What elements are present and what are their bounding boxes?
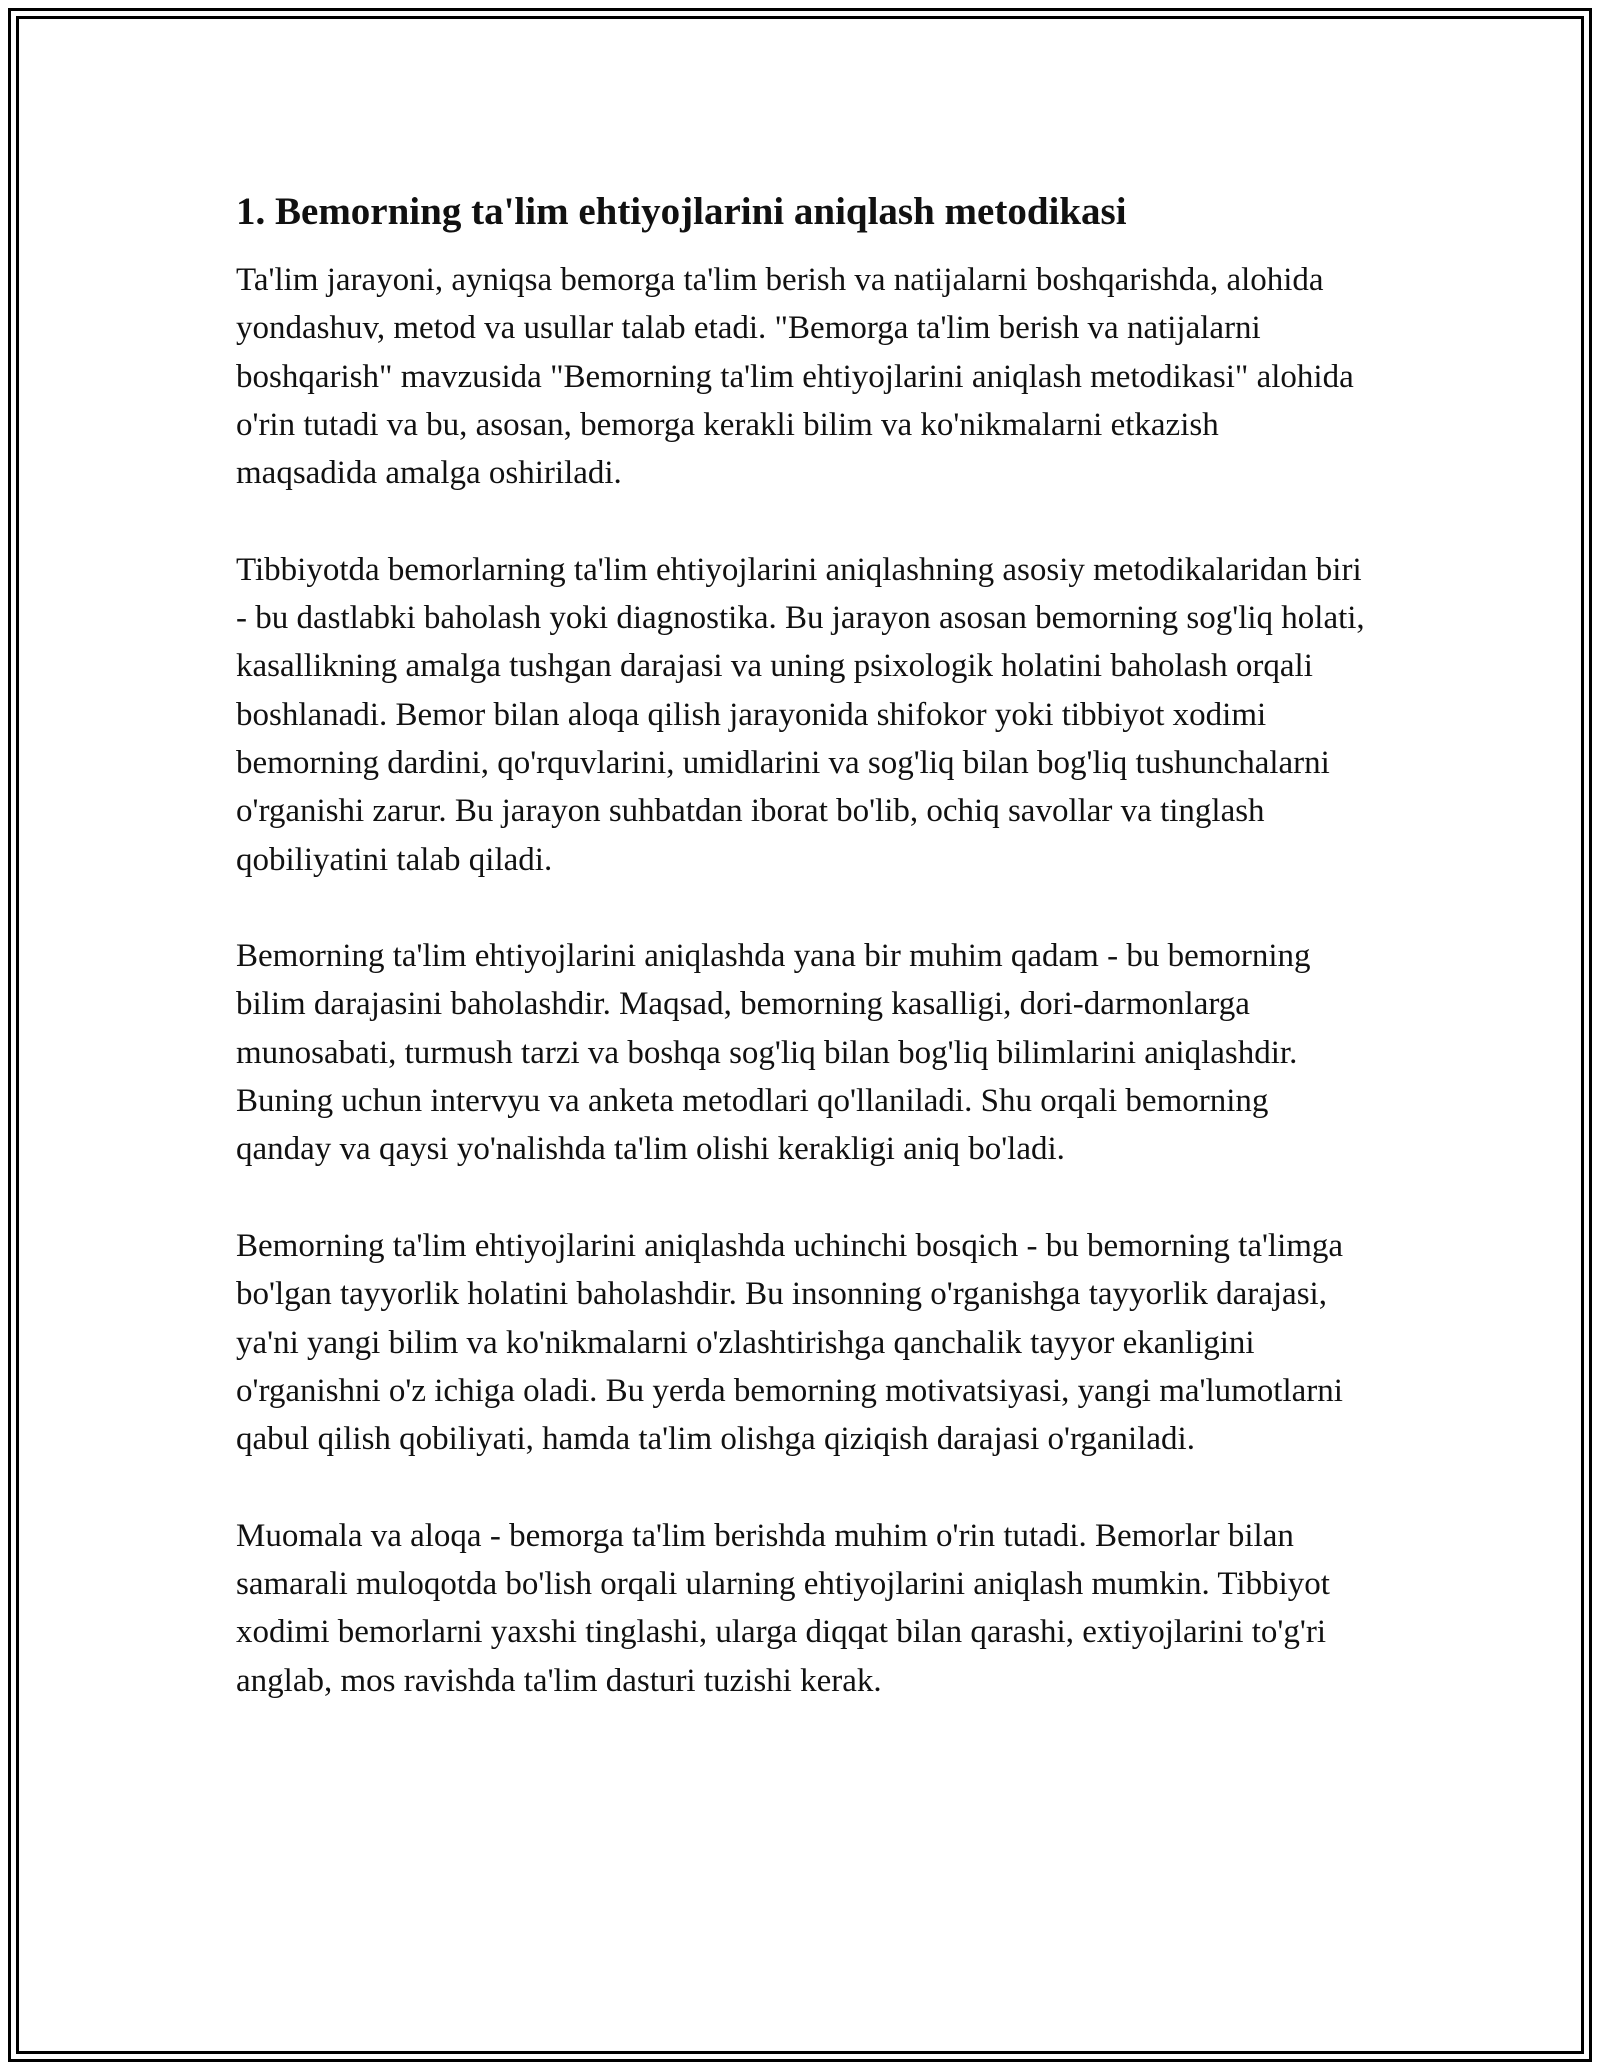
paragraph-5: Muomala va aloqa - bemorga ta'lim berishda muhim o'rin tutadi. Bemorlar bilan samarali muloqotda bo'lish orqali ularning ehtiyojlarini aniqlash mumkin. Tibbiyot xodimi bemorlarni yaxshi tinglashi, ularga diqqat bilan qarashi, extiyojlarini to'g'ri anglab, mos ravishda ta'lim dasturi tuzishi kerak. [236,1517,1330,1699]
document-body [236,186,1366,1705]
page-title: 1. Bemorning ta'lim ehtiyojlarini aniqlash metodikasi [236,190,1127,233]
paragraph-4: Bemorning ta'lim ehtiyojlarini aniqlashda uchinchi bosqich - bu bemorning ta'limga bo'lgan tayyorlik holatini baholashdir. Bu insonning o'rganishga tayyorlik darajasi, ya'ni yangi bilim va ko'nikmalarni o'zlashtirishga qanchalik tayyor ekanligini o'rganishni o'z ichiga oladi. Bu yerda bemorning motivatsiyasi, yangi ma'lumotlarni qabul qilish qobiliyati, hamda ta'lim olishga qiziqish darajasi o'rganiladi. [236,1227,1344,1458]
paragraph-1: Ta'lim jarayoni, ayniqsa bemorga ta'lim berish va natijalarni boshqarishda, alohida yondashuv, metod va usullar talab etadi. "Bemorga ta'lim berish va natijalarni boshqarish" mavzusida "Bemorning ta'lim ehtiyojlarini aniqlash metodikasi" alohida o'rin tutadi va bu, asosan, bemorga kerakli bilim va ko'nikmalarni etkazish maqsadida amalga oshiriladi. [236,262,1354,492]
paragraph-2: Tibbiyotda bemorlarning ta'lim ehtiyojlarini aniqlashning asosiy metodikalaridan biri - bu dastlabki baholash yoki diagnostika. Bu jarayon asosan bemorning sog'liq holati, kasallikning amalga tushgan darajasi va uning psixologik holatini baholash orqali boshlanadi. Bemor bilan aloqa qilish jarayonida shifokor yoki tibbiyot xodimi bemorning dardini, qo'rquvlarini, umidlarini va sog'liq bilan bog'liq tushunchalarni o'rganishi zarur. Bu jarayon suhbatdan iborat bo'lib, ochiq savollar va tinglash qobiliyatini talab qiladi. [236,551,1365,878]
paragraph-3: Bemorning ta'lim ehtiyojlarini aniqlashda yana bir muhim qadam - bu bemorning bilim darajasini baholashdir. Maqsad, bemorning kasalligi, dori-darmonlarga munosabati, turmush tarzi va boshqa sog'liq bilan bog'liq bilimlarini aniqlashdir. Buning uchun intervyu va anketa metodlari qo'llaniladi. Shu orqali bemorning qanday va qaysi yo'nalishda ta'lim olishi kerakligi aniq bo'ladi. [236,938,1311,1168]
